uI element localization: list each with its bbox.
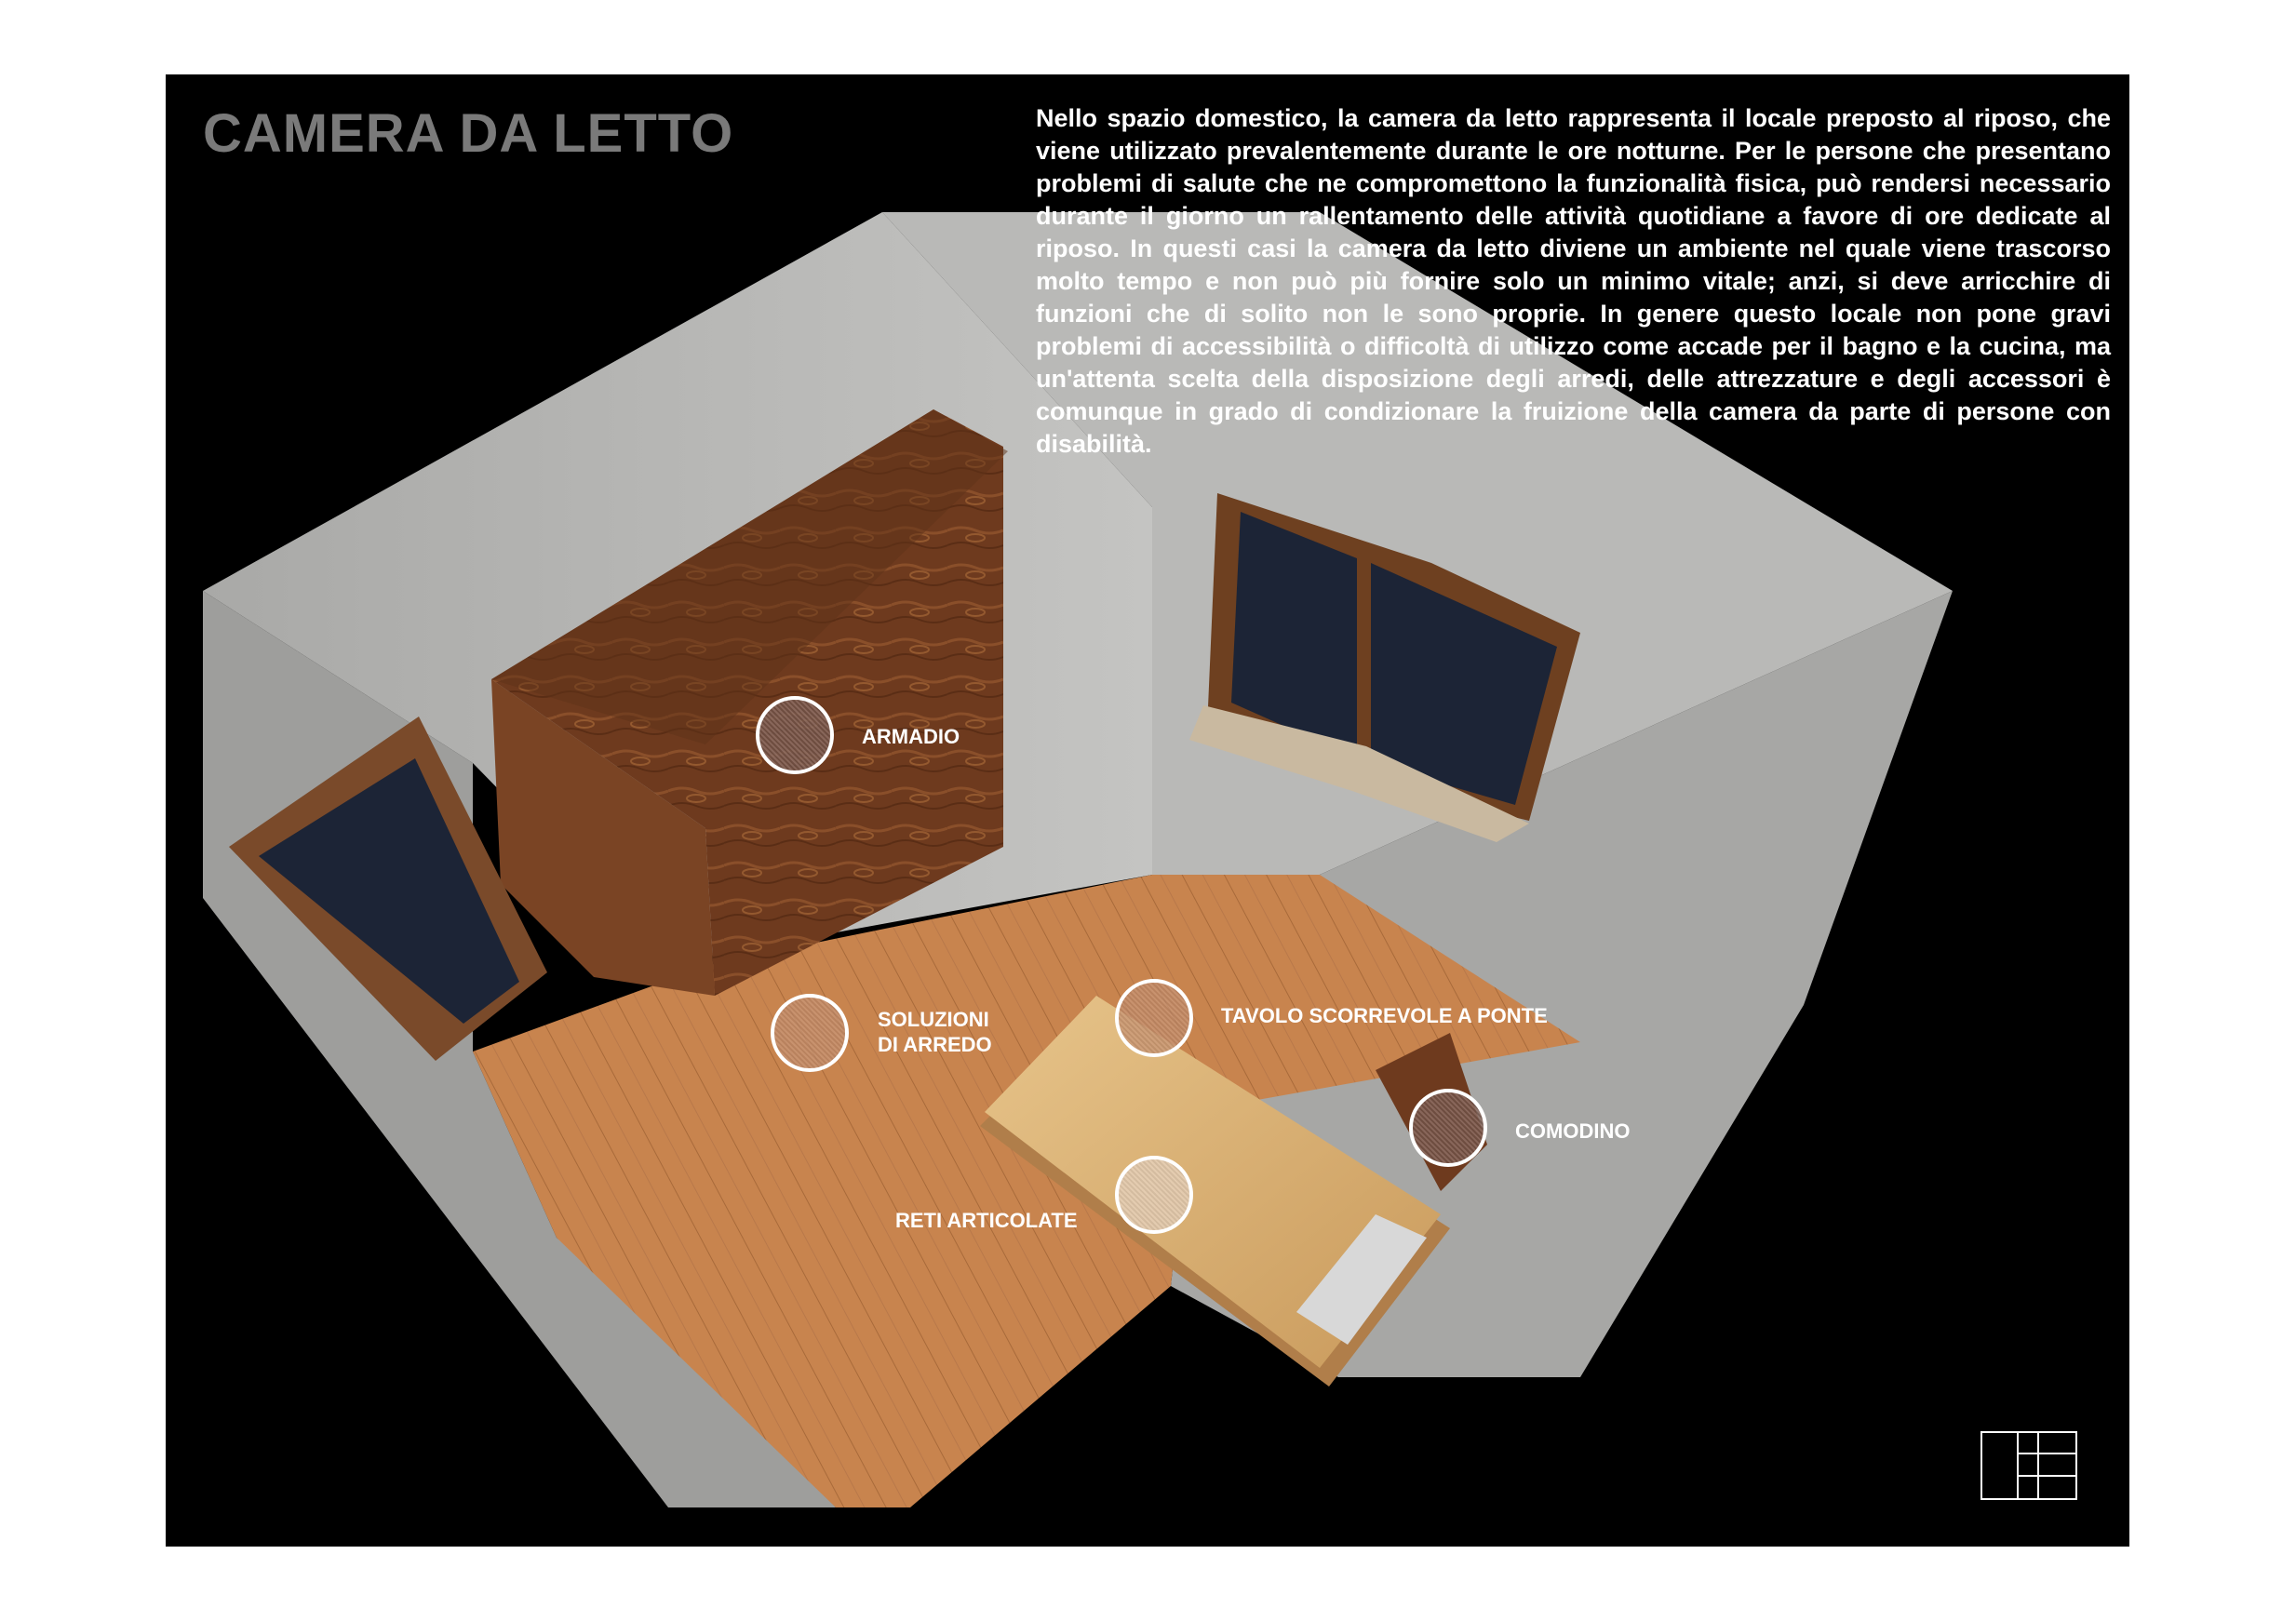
hotspot-reti-articolate[interactable] bbox=[1115, 1156, 1193, 1234]
hotspot-soluzioni-label-line1: SOLUZIONI bbox=[878, 1008, 989, 1031]
bedroom-panel bbox=[166, 74, 2129, 1547]
hotspot-armadio-label: ARMADIO bbox=[862, 725, 960, 748]
hotspot-soluzioni-label bbox=[878, 1007, 992, 1057]
hotspot-tavolo-label: TAVOLO SCORREVOLE A PONTE bbox=[1221, 1004, 1548, 1027]
hotspot-soluzioni-label-line2: DI ARREDO bbox=[878, 1033, 992, 1056]
hotspot-armadio[interactable] bbox=[756, 696, 834, 774]
hotspot-reti-label: RETI ARTICOLATE bbox=[895, 1209, 1078, 1232]
logo-grid-icon bbox=[1980, 1431, 2077, 1500]
hotspot-comodino-label: COMODINO bbox=[1515, 1119, 1631, 1143]
page-title: CAMERA DA LETTO bbox=[203, 103, 734, 164]
hotspot-comodino[interactable] bbox=[1409, 1089, 1487, 1167]
hotspot-soluzioni-di-arredo[interactable] bbox=[771, 994, 849, 1072]
description-text: Nello spazio domestico, la camera da letto rappresenta il locale preposto al riposo, che viene utilizzato prevalentemente durante le ore notturne. Per le persone che presentano problemi di salute che ne compromettono la funzionalità fisica, può rendersi necessario durante il giorno un rallentamento delle attività quotidiane a favore di ore dedicate al riposo. In questi casi la camera da letto diviene un ambiente nel quale viene trascorso molto tempo e non può più fornire solo un minimo vitale; anzi, si deve arricchire di funzioni che di solito non le sono proprie. In genere questo locale non pone gravi problemi di accessibilità o difficoltà di utilizzo come accade per il bagno e la cucina, ma un'attenta scelta della disposizione degli arredi, delle attrezzature e degli accessori è comunque in grado di condizionare la fruizione della camera da parte di persone con disabilità. bbox=[1036, 104, 2111, 458]
hotspot-tavolo-scorrevole[interactable] bbox=[1115, 979, 1193, 1057]
